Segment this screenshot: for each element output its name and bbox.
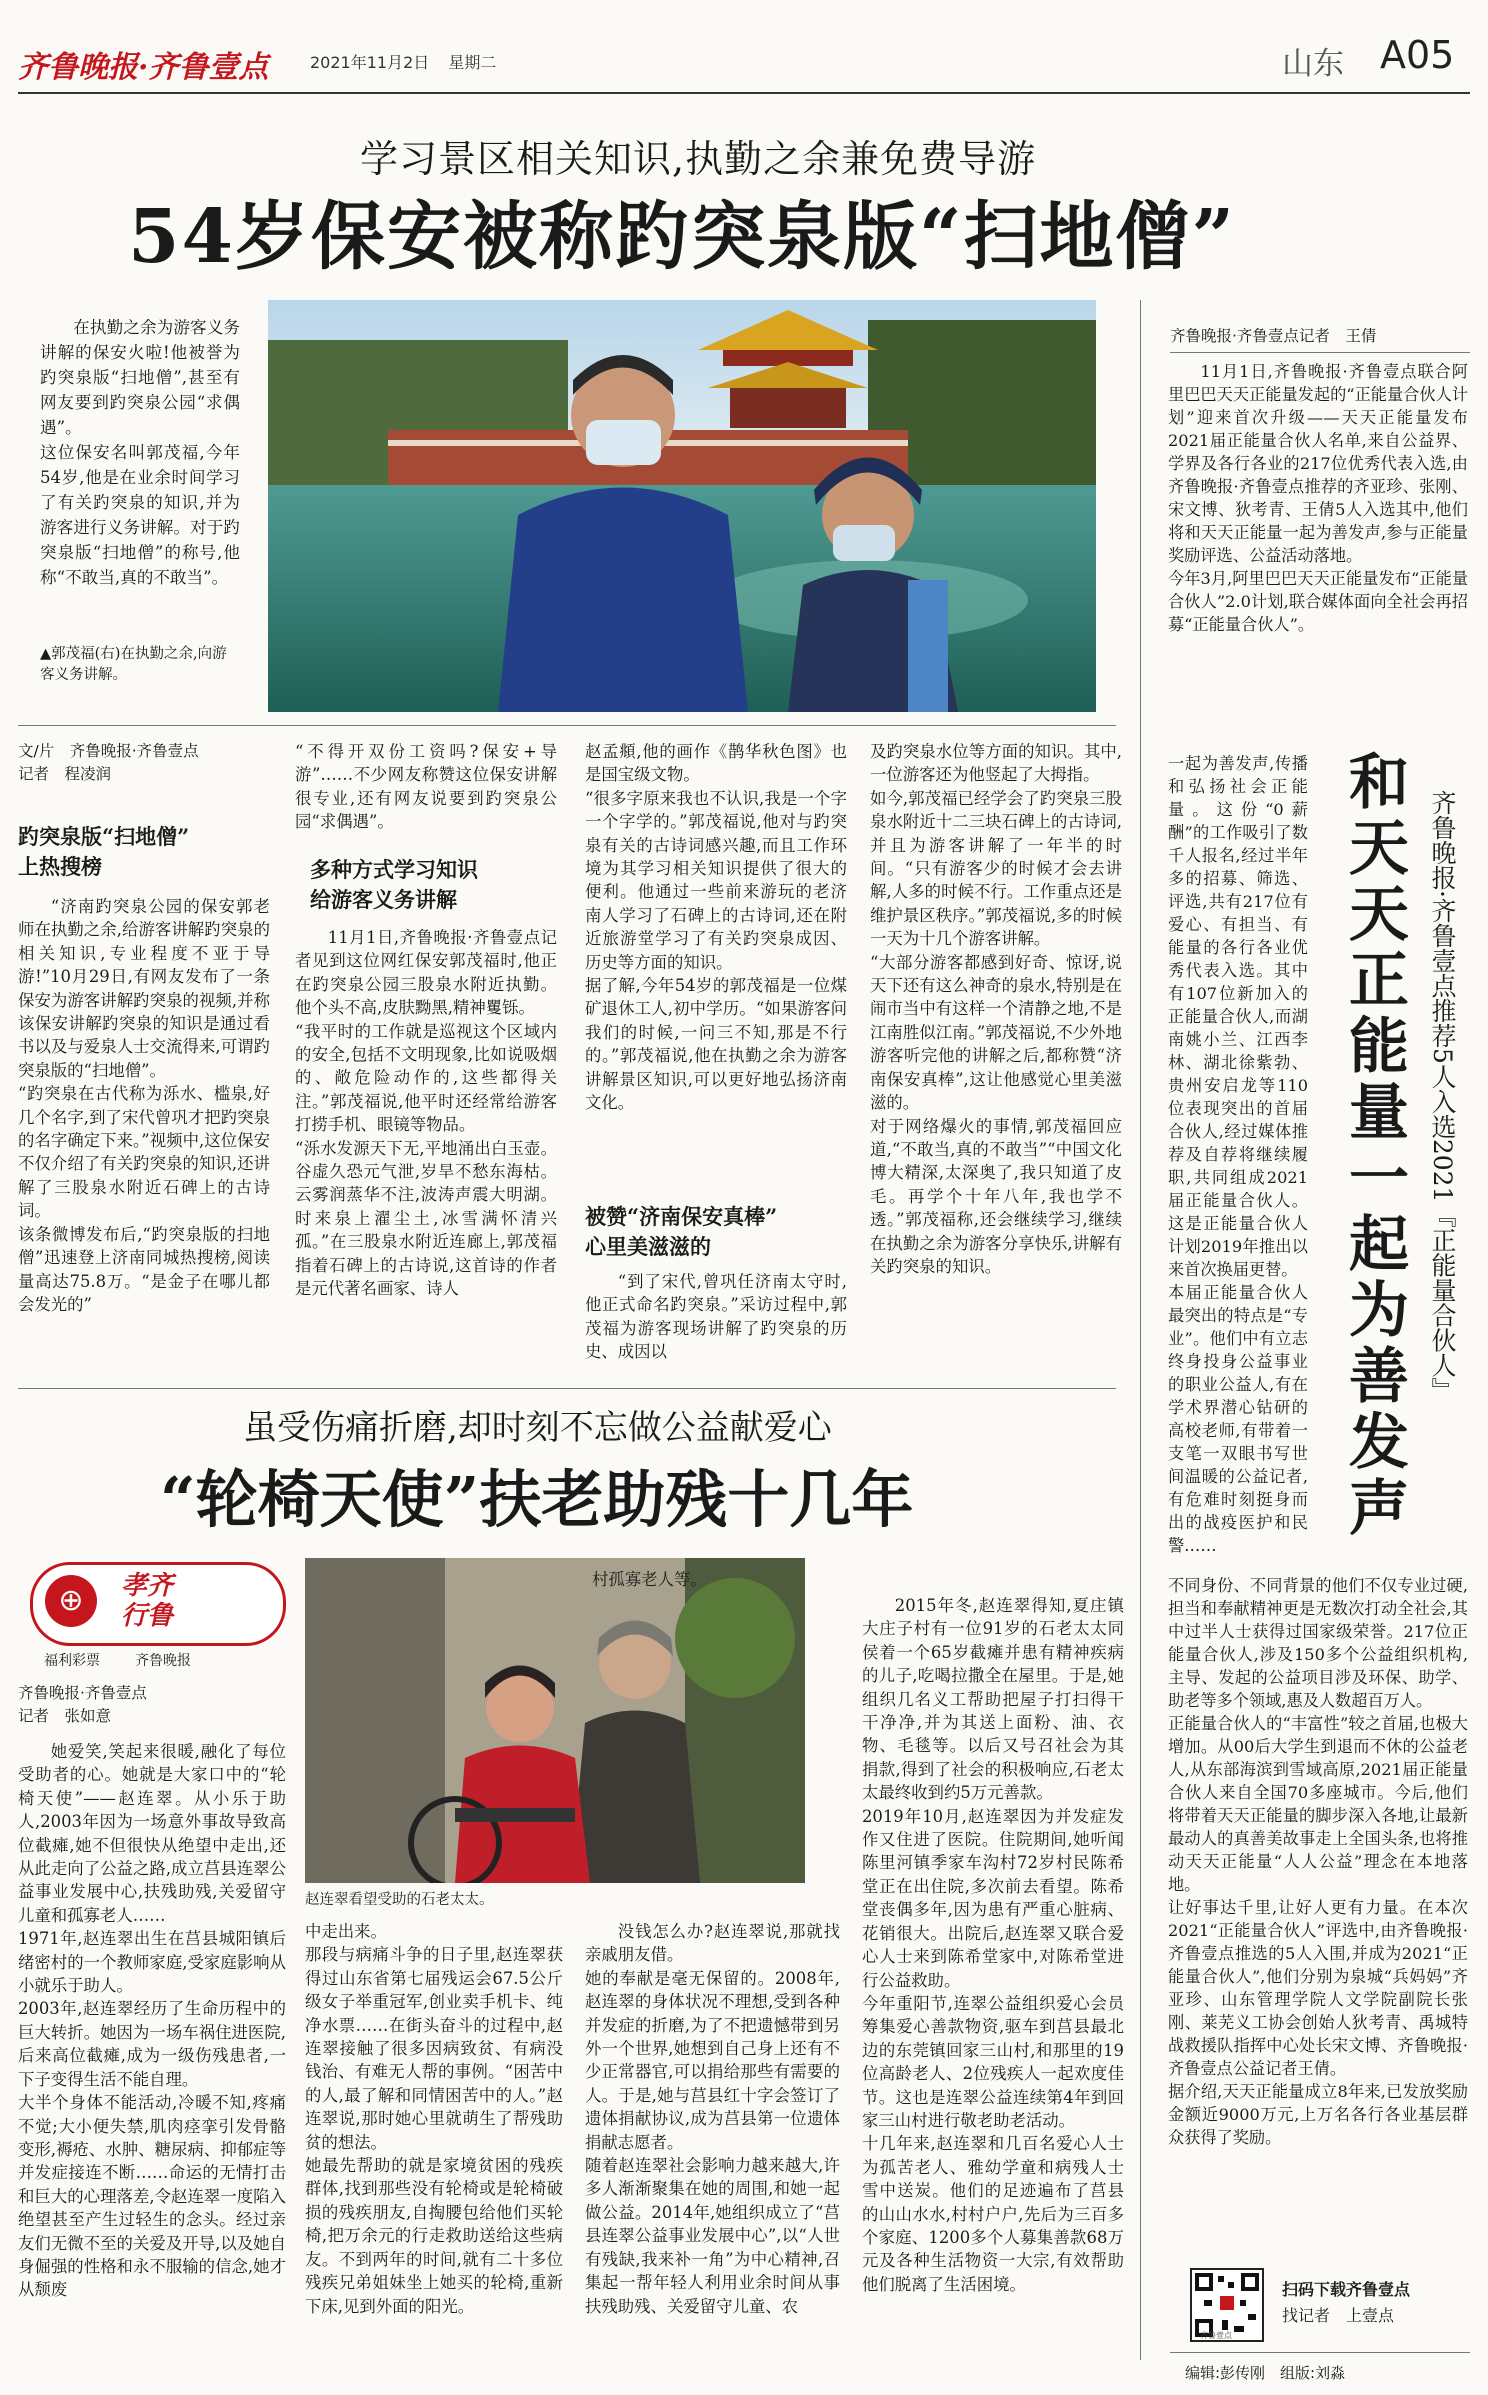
story1-headline: 54岁保安被称趵突泉版“扫地僧”	[128, 194, 1237, 280]
story2-kicker: 虽受伤痛折磨,却时刻不忘做公益献爱心	[243, 1408, 832, 1448]
newspaper-logo: 齐鲁晚报·齐鲁壹点	[18, 50, 269, 85]
story2-col1: 她爱笑,笑起来很暖,融化了每位受助者的心。她就是大家口中的“轮椅天使”——赵连翠。从小乐于助人,2003年因为一场意外事故导致高位截瘫,她不但很快从绝望中走出,还从此走向了公益之路,成立莒县连翠公益事业发展中心,扶残助残,关爱留守儿童和孤寡老人…… 1971年,赵连翠出生在莒县城阳镇后绪密村的一个教师家庭,受家庭影响从小就乐于助人。 2003年,赵连翠经历了生命历程中的巨大转折。她因为一场车祸住进医院,后来高位截瘫,成为一级伤残患者,一下子变得生活不能自理。 大半个身体不能活动,冷暖不知,疼痛不觉;大小便失禁,肌肉痉挛引发骨骼变形,褥疮、水肿、糖尿病、抑郁症等并发症接连不断……命运的无情打击和巨大的心理落差,令赵连翠一度陷入绝望甚至产生过轻生的念头。经过亲友们无微不至的关爱及开导,以及她自身倔强的性格和永不服输的信念,她才从颓废	[18, 1742, 286, 2300]
story1-col3-bottom: “到了宋代,曾巩任济南太守时,他正式命名趵突泉。”采访过程中,郭茂福为游客现场讲解了趵突泉的历史、成因以	[585, 1272, 847, 1362]
wheelchair-visit-illustration	[305, 1558, 805, 1883]
qr-subtitle: 找记者 上壹点	[1282, 2306, 1395, 2325]
story1-summary: 在执勤之余为游客义务讲解的保安火啦!他被誉为趵突泉版“扫地僧”,甚至有网友要到趵突泉公园“求偶遇”。 这位保安名叫郭茂福,今年54岁,他是在业余时间学习了有关趵突泉的知识,并为游客进行义务讲解。对于趵突泉版“扫地僧”的称号,他称“不敢当,真的不敢当”。	[40, 318, 240, 587]
badge-sponsor-lottery: 福利彩票	[44, 1653, 100, 1669]
page-number: A05	[1380, 33, 1455, 77]
story1-photo	[268, 300, 1096, 712]
story1-kicker: 学习景区相关知识,执勤之余兼免费导游	[360, 137, 1037, 181]
story3-subheadline: 齐鲁晚报·齐鲁壹点推荐5人入选2021『正能量合伙人』	[1428, 790, 1457, 1403]
lottery-logo-icon: ⊕	[45, 1575, 97, 1627]
right-column-divider	[1140, 300, 1141, 2360]
story3-body-bottom: 不同身份、不同背景的他们不仅专业过硬,担当和奉献精神更是无数次打动全社会,其中过半人士获得过国家级荣誉。217位正能量合伙人,涉及150多个公益组织机构,主导、发起的公益项目涉及环保、助学、助老等多个领域,惠及人数超百万人。 正能量合伙人的“丰富性”较之首届,也极大增加。从00后大学生到退而不休的公益老人,从东部海滨到雪域高原,2021届正能量合伙人来自全国70多座城市。今后,他们将带着天天正能量的脚步深入各地,让最新最动人的真善美故事走上全国头条,也将推动天天正能量“人人公益”理念在本地落地。 让好事达千里,让好人更有力量。在本次2021“正能量合伙人”评选中,由齐鲁晚报·齐鲁壹点推选的5人入围,并成为2021“正能量合伙人”,他们分别为泉城“兵妈妈”齐亚珍、山东管理学院人文学院副院长张刚、莱芜义工协会创始人狄考青、禹城特战救援队指挥中心处长宋文博、齐鲁晚报·齐鲁壹点公益记者王倩。 据介绍,天天正能量成立8年来,已发放奖励金额近9000万元,上万名各行各业基层群众获得了奖励。	[1168, 1576, 1468, 2147]
story2-photo	[305, 1558, 805, 1883]
story2-photo-caption: 赵连翠看望受助的石老太太。	[305, 1892, 494, 1908]
story1-col2-top: “不得开双份工资吗?保安+导游”……不少网友称赞这位保安讲解很专业,还有网友说要到趵突泉公园“求偶遇”。	[295, 742, 557, 832]
charity-badge	[30, 1562, 286, 1646]
story1-byline-line1: 文/片 齐鲁晚报·齐鲁壹点	[18, 742, 199, 760]
story2-byline-line1: 齐鲁晚报·齐鲁壹点	[18, 1684, 147, 1702]
story2-col2: 中走出来。 那段与病痛斗争的日子里,赵连翠获得过山东省第七届残运会67.5公斤级女子举重冠军,创业卖手机卡、纯净水票……在街头奋斗的过程中,赵连翠接触了很多因病致贫、有病没钱治、有难无人帮的事例。“困苦中的人,最了解和同情困苦中的人。”赵连翠说,那时她心里就萌生了帮残助贫的想法。 她最先帮助的就是家境贫困的残疾群体,找到那些没有轮椅或是轮椅破损的残疾朋友,自掏腰包给他们买轮椅,把万余元的行走救助送给这些病友。不到两年的时间,就有二十多位残疾兄弟姐妹坐上她买的轮椅,重新下床,见到外面的阳光。	[305, 1922, 563, 2316]
section-name: 山东	[1282, 46, 1344, 82]
story1-subhead-2: 多种方式学习知识 给游客义务讲解	[310, 857, 478, 912]
story1-col3: 赵孟頫,他的画作《鹊华秋色图》也是国宝级文物。 “很多字原来我也不认识,我是一个字一个字学的。”郭茂福说,他对与趵突泉有关的古诗词感兴趣,而且工作环境为其学习相关知识提供了很大的便利。他通过一些前来游玩的老济南人学习了石碑上的古诗词,还在附近旅游堂学习了有关趵突泉成因、历史等方面的知识。 据了解,今年54岁的郭茂福是一位煤矿退休工人,初中学历。“如果游客问我们的时候,一问三不知,那是不行的。”郭茂福说,他在执勤之余为游客讲解景区知识,可以更好地弘扬济南文化。	[585, 742, 847, 1113]
badge-title: 孝齐 行鲁	[121, 1571, 174, 1631]
header-rule	[18, 92, 1470, 94]
qr-title: 扫码下载齐鲁壹点	[1282, 2280, 1411, 2299]
story2-byline-line2: 记者 张如意	[18, 1707, 112, 1725]
story2-col3: 没钱怎么办?赵连翠说,那就找亲戚朋友借。 她的奉献是毫无保留的。2008年,赵连翠的身体状况不理想,受到各种并发症的折磨,为了不把遗憾带到另外一个世界,她想到自己身上还有不少正常器官,可以捐给那些有需要的人。于是,她与莒县红十字会签订了遗体捐献协议,成为莒县第一位遗体捐献志愿者。 随着赵连翠社会影响力越来越大,许多人渐渐聚集在她的周围,和她一起做公益。2014年,她组织成立了“莒县连翠公益事业发展中心”,以“人世有残缺,我来补一角”为中心精神,召集起一帮年轻人利用业余时间从事扶残助残、关爱留守儿童、农	[585, 1922, 840, 2316]
story1-rule-top	[18, 725, 1116, 726]
qr-inner-label: 齐鲁壹点	[1200, 2331, 1232, 2340]
story1-photo-caption: ▲郭茂福(右)在执勤之余,向游客义务讲解。	[40, 646, 227, 683]
story1-subhead-1: 趵突泉版“扫地僧” 上热搜榜	[18, 824, 190, 879]
badge-sponsor-paper: 齐鲁晚报	[135, 1653, 191, 1669]
story2-col3-top: 村孤寡老人等。	[592, 1570, 707, 1589]
story1-col1: “济南趵突泉公园的保安郭老师在执勤之余,给游客讲解趵突泉的相关知识,专业程度不亚于导游!”10月29日,有网友发布了一条保安为游客讲解趵突泉的视频,并称该保安讲解趵突泉的知识是通过看书以及与爱泉人士交流得来,可谓趵突泉版的“扫地僧”。 “趵突泉在古代称为泺水、槛泉,好几个名字,到了宋代曾巩才把趵突泉的名字确定下来。”视频中,这位保安不仅介绍了有关趵突泉的知识,还讲解了三股泉水附近石碑上的古诗词。 该条微博发布后,“趵突泉版的扫地僧”迅速登上济南同城热搜榜,阅读量高达75.8万。“是金子在哪儿都会发光的”	[18, 897, 270, 1314]
story1-rule-bottom	[18, 1388, 1116, 1389]
story3-body-top: 11月1日,齐鲁晚报·齐鲁壹点联合阿里巴巴天天正能量发起的“正能量合伙人计划”迎来首次升级——天天正能量发布2021届正能量合伙人名单,来自公益界、学界及各行各业的217位优秀代表入选,由齐鲁晚报·齐鲁壹点推荐的齐亚珍、张刚、宋文博、狄考青、王倩5人入选其中,他们将和天天正能量一起为善发声,参与正能量奖励评选、公益活动落地。 今年3月,阿里巴巴天天正能量发布“正能量合伙人”2.0计划,联合媒体面向全社会再招募“正能量合伙人”。	[1168, 362, 1468, 634]
editor-credit: 编辑:彭传刚 组版:刘淼	[1185, 2364, 1346, 2382]
date-text: 2021年11月2日	[310, 53, 430, 72]
footer-rule	[1170, 2352, 1470, 2353]
story1-byline-line2: 记者 程凌润	[18, 765, 112, 783]
issue-date	[310, 50, 496, 73]
story3-byline-rule	[1170, 352, 1470, 353]
park-scene-illustration	[268, 300, 1096, 712]
story2-col4: 2015年冬,赵连翠得知,夏庄镇大庄子村有一位91岁的石老太太同侯着一个65岁截瘫并患有精神疾病的儿子,吃喝拉撒全在屋里。于是,她组织几名义工帮助把屋子打扫得干干净净,并为其送上面粉、油、衣物、毛毯等。以后又号召社会为其捐款,得到了社会的积极响应,石老太太最终收到约5万元善款。 2019年10月,赵连翠因为并发症发作又住进了医院。住院期间,她听闻陈里河镇季家车沟村72岁村民陈希堂正在出住院,多次前去看望。陈希堂丧偶多年,因为患有严重心脏病、花销很大。出院后,赵连翠又联合爱心人士来到陈希堂家中,对陈希堂进行公益救助。 今年重阳节,连翠公益组织爱心会员筹集爱心善款物资,驱车到莒县最北边的东莞镇回家三山村,和那里的19位高龄老人、2位残疾人一起欢度佳节。这也是连翠公益连续第4年到回家三山村进行敬老助老活动。 十几年来,赵连翠和几百名爱心人士为孤苦老人、雅幼学童和病残人士雪中送炭。他们的足迹遍布了莒县的山山水水,村村户户,先后为三百多个家庭、1200多个人募集善款68万元及各种生活物资一大宗,有效帮助他们脱离了生活困境。	[862, 1596, 1124, 2294]
story1-col2: 11月1日,齐鲁晚报·齐鲁壹点记者见到这位网红保安郭茂福时,他正在趵突泉公园三股泉水附近执勤。他个头不高,皮肤黝黑,精神矍铄。 “我平时的工作就是巡视这个区域内的安全,包括不文明现象,比如说吸烟的、敞危险动作的,这些都得关注。”郭茂福说,他平时还经常给游客打捞手机、眼镜等物品。 “泺水发源天下无,平地涌出白玉壶。谷虚久恐元气泄,岁旱不愁东海枯。云雾润蒸华不注,波涛声震大明湖。时来泉上濯尘土,冰雪满怀清兴孤。”在三股泉水附近连廊上,郭茂福指着石碑上的古诗说,这首诗的作者是元代著名画家、诗人	[295, 928, 557, 1299]
story1-col4: 及趵突泉水位等方面的知识。其中,一位游客还为他竖起了大拇指。 如今,郭茂福已经学会了趵突泉三股泉水附近十二三块石碑上的古诗词,并且为游客讲解了一年半的时间。“只有游客少的时候才会去讲解,人多的时候不行。工作重点还是维护景区秩序。”郭茂福说,多的时候一天为十几个游客讲解。 “大部分游客都感到好奇、惊讶,说天下还有这么神奇的泉水,特别是在闹市当中有这样一个清静之地,不是江南胜似江南。”郭茂福说,不少外地游客听完他的讲解之后,都称赞“济南保安真棒”,这让他感觉心里美滋滋的。 对于网络爆火的事情,郭茂福回应道,“不敢当,真的不敢当”“中国文化博大精深,太深奥了,我只知道了皮毛。再学个十年八年,我也学不透。”郭茂福称,还会继续学习,继续在执勤之余为游客分享快乐,讲解有关趵突泉的知识。	[870, 742, 1122, 1276]
story3-body-narrow: 一起为善发声,传播和弘扬社会正能量。这份“0薪酬”的工作吸引了数千人报名,经过半年多的招募、筛选、评选,共有217位有爱心、有担当、有能量的各行各业优秀代表入选。其中有107位新加入的正能量合伙人,而湖南姚小兰、江西李林、湖北徐紫勃、贵州安启龙等110位表现突出的首届合伙人,经过媒体推荐及自荐将继续履职,共同组成2021届正能量合伙人。这是正能量合伙人计划2019年推出以来首次换届更替。 本届正能量合伙人最突出的特点是“专业”。他们中有立志终身投身公益事业的职业公益人,有在学术界潜心钻研的高校老师,有带着一支笔一双眼书写世间温暖的公益记者,有危难时刻挺身而出的战疫医护和民警……	[1168, 754, 1308, 1555]
story3-byline: 齐鲁晚报·齐鲁壹点记者 王倩	[1170, 327, 1377, 345]
story2-headline: “轮椅天使”扶老助残十几年	[160, 1463, 914, 1536]
weekday-text: 星期二	[448, 53, 497, 72]
story1-subhead-3: 被赞“济南保安真棒” 心里美滋滋的	[585, 1204, 778, 1259]
story3-headline: 和天天正能量一起为善发声	[1339, 750, 1409, 1542]
